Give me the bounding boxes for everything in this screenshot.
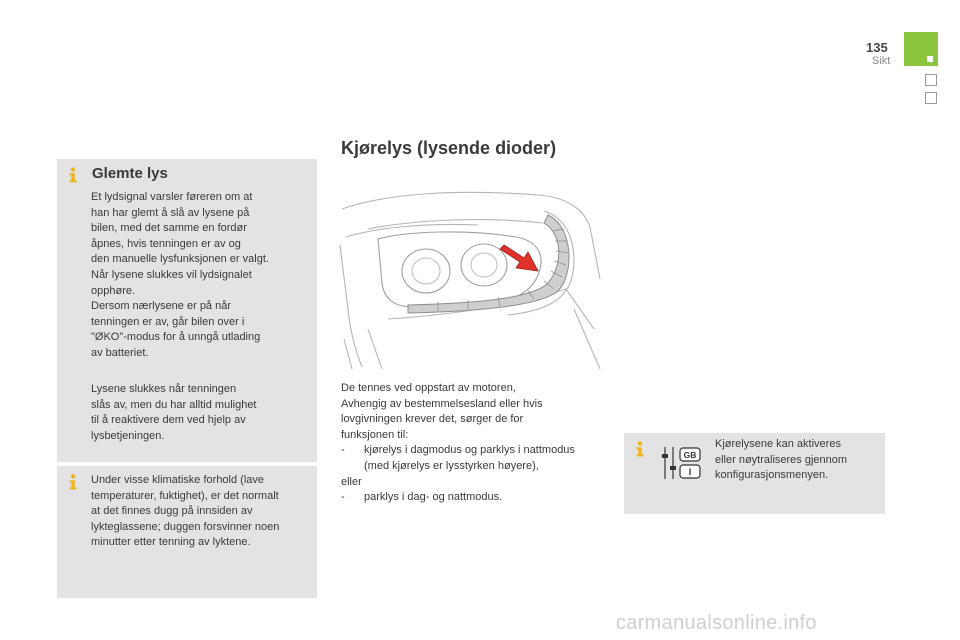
list-dash: - (341, 491, 345, 504)
page-number: 135 (866, 40, 888, 55)
list-dash: - (341, 444, 345, 457)
text-line: Dersom nærlysene er på når (91, 300, 232, 313)
text-line: konfigurasjonsmenyen. (715, 469, 829, 482)
list-item-text: kjørelys i dagmodus og parklys i nattmodus (364, 444, 575, 457)
text-line: eller nøytraliseres gjennom (715, 453, 848, 466)
section-tab-active[interactable] (904, 32, 938, 66)
text-line: av batteriet. (91, 346, 149, 359)
text-line: Kjørelysene kan aktiveres (715, 438, 841, 450)
text-line: åpnes, hvis tenningen er av og (91, 237, 241, 250)
text-line: Et lydsignal varsler føreren om at (91, 191, 253, 203)
text-line: at det finnes dugg på innsiden av (91, 505, 253, 518)
section-tab[interactable] (925, 92, 937, 104)
text-line: "ØKO"-modus for å unngå utlading (91, 331, 261, 344)
text-line: slås av, men du har alltid mulighet (91, 398, 257, 411)
text-line: minutter etter tenning av lyktene. (91, 536, 251, 549)
text-line: Når lysene slukkes vil lydsignalet (91, 268, 252, 281)
list-item (341, 443, 613, 459)
section-title: Kjørelys (lysende dioder) (341, 138, 557, 158)
list-item-continuation: (med kjørelys er lysstyrken høyere), (364, 459, 539, 472)
condensation-text (91, 473, 313, 551)
text-line: lovgivningen krever det, sørger de for (341, 413, 524, 426)
badge-label: GB (683, 450, 697, 460)
forgotten-lights-paragraph-1 (91, 190, 306, 362)
text-line: lysbetjeningen. (91, 429, 165, 442)
configuration-text (715, 437, 880, 484)
watermark: carmanualsonline.info (616, 612, 817, 634)
forgotten-lights-paragraph-2 (91, 382, 306, 444)
text-line: temperaturer, fuktighet), er det normalt (91, 489, 279, 502)
configuration-menu-icon (660, 445, 702, 481)
section-name: Sikt (872, 55, 891, 67)
text-line: lykteglassene; duggen forsvinner noen (91, 520, 280, 533)
tab-marker (927, 56, 933, 62)
text-line: han har glemt å slå av lysene på (91, 206, 250, 219)
text-line: funksjonen til: (341, 428, 409, 441)
list-item-text: parklys i dag- og nattmodus. (364, 491, 503, 504)
list-item (341, 490, 613, 506)
section-tab[interactable] (925, 74, 937, 86)
badge-label: I (688, 467, 692, 477)
info-icon (633, 441, 647, 457)
info-icon (66, 474, 80, 490)
text-line: bilen, med det samme en fordør (91, 222, 247, 235)
text-line: Under visse klimatiske forhold (lave (91, 474, 265, 486)
text-line: Lysene slukkes når tenningen (91, 383, 237, 395)
text-line: den manuelle lysfunksjonen er valgt. (91, 253, 269, 266)
info-icon (66, 167, 80, 183)
box-title: Glemte lys (92, 165, 168, 182)
text-line: tenningen er av, går bilen over i (91, 315, 245, 328)
text-line: De tennes ved oppstart av motoren, (341, 382, 516, 394)
text-line: til å reaktivere dem ved hjelp av (91, 414, 246, 427)
text-line: opphøre. (91, 284, 136, 297)
separator-text: eller (341, 475, 362, 488)
headlamp-drl-illustration (338, 179, 603, 369)
text-line: Avhengig av bestemmelsesland eller hvis (341, 397, 543, 410)
drl-description (341, 381, 613, 506)
